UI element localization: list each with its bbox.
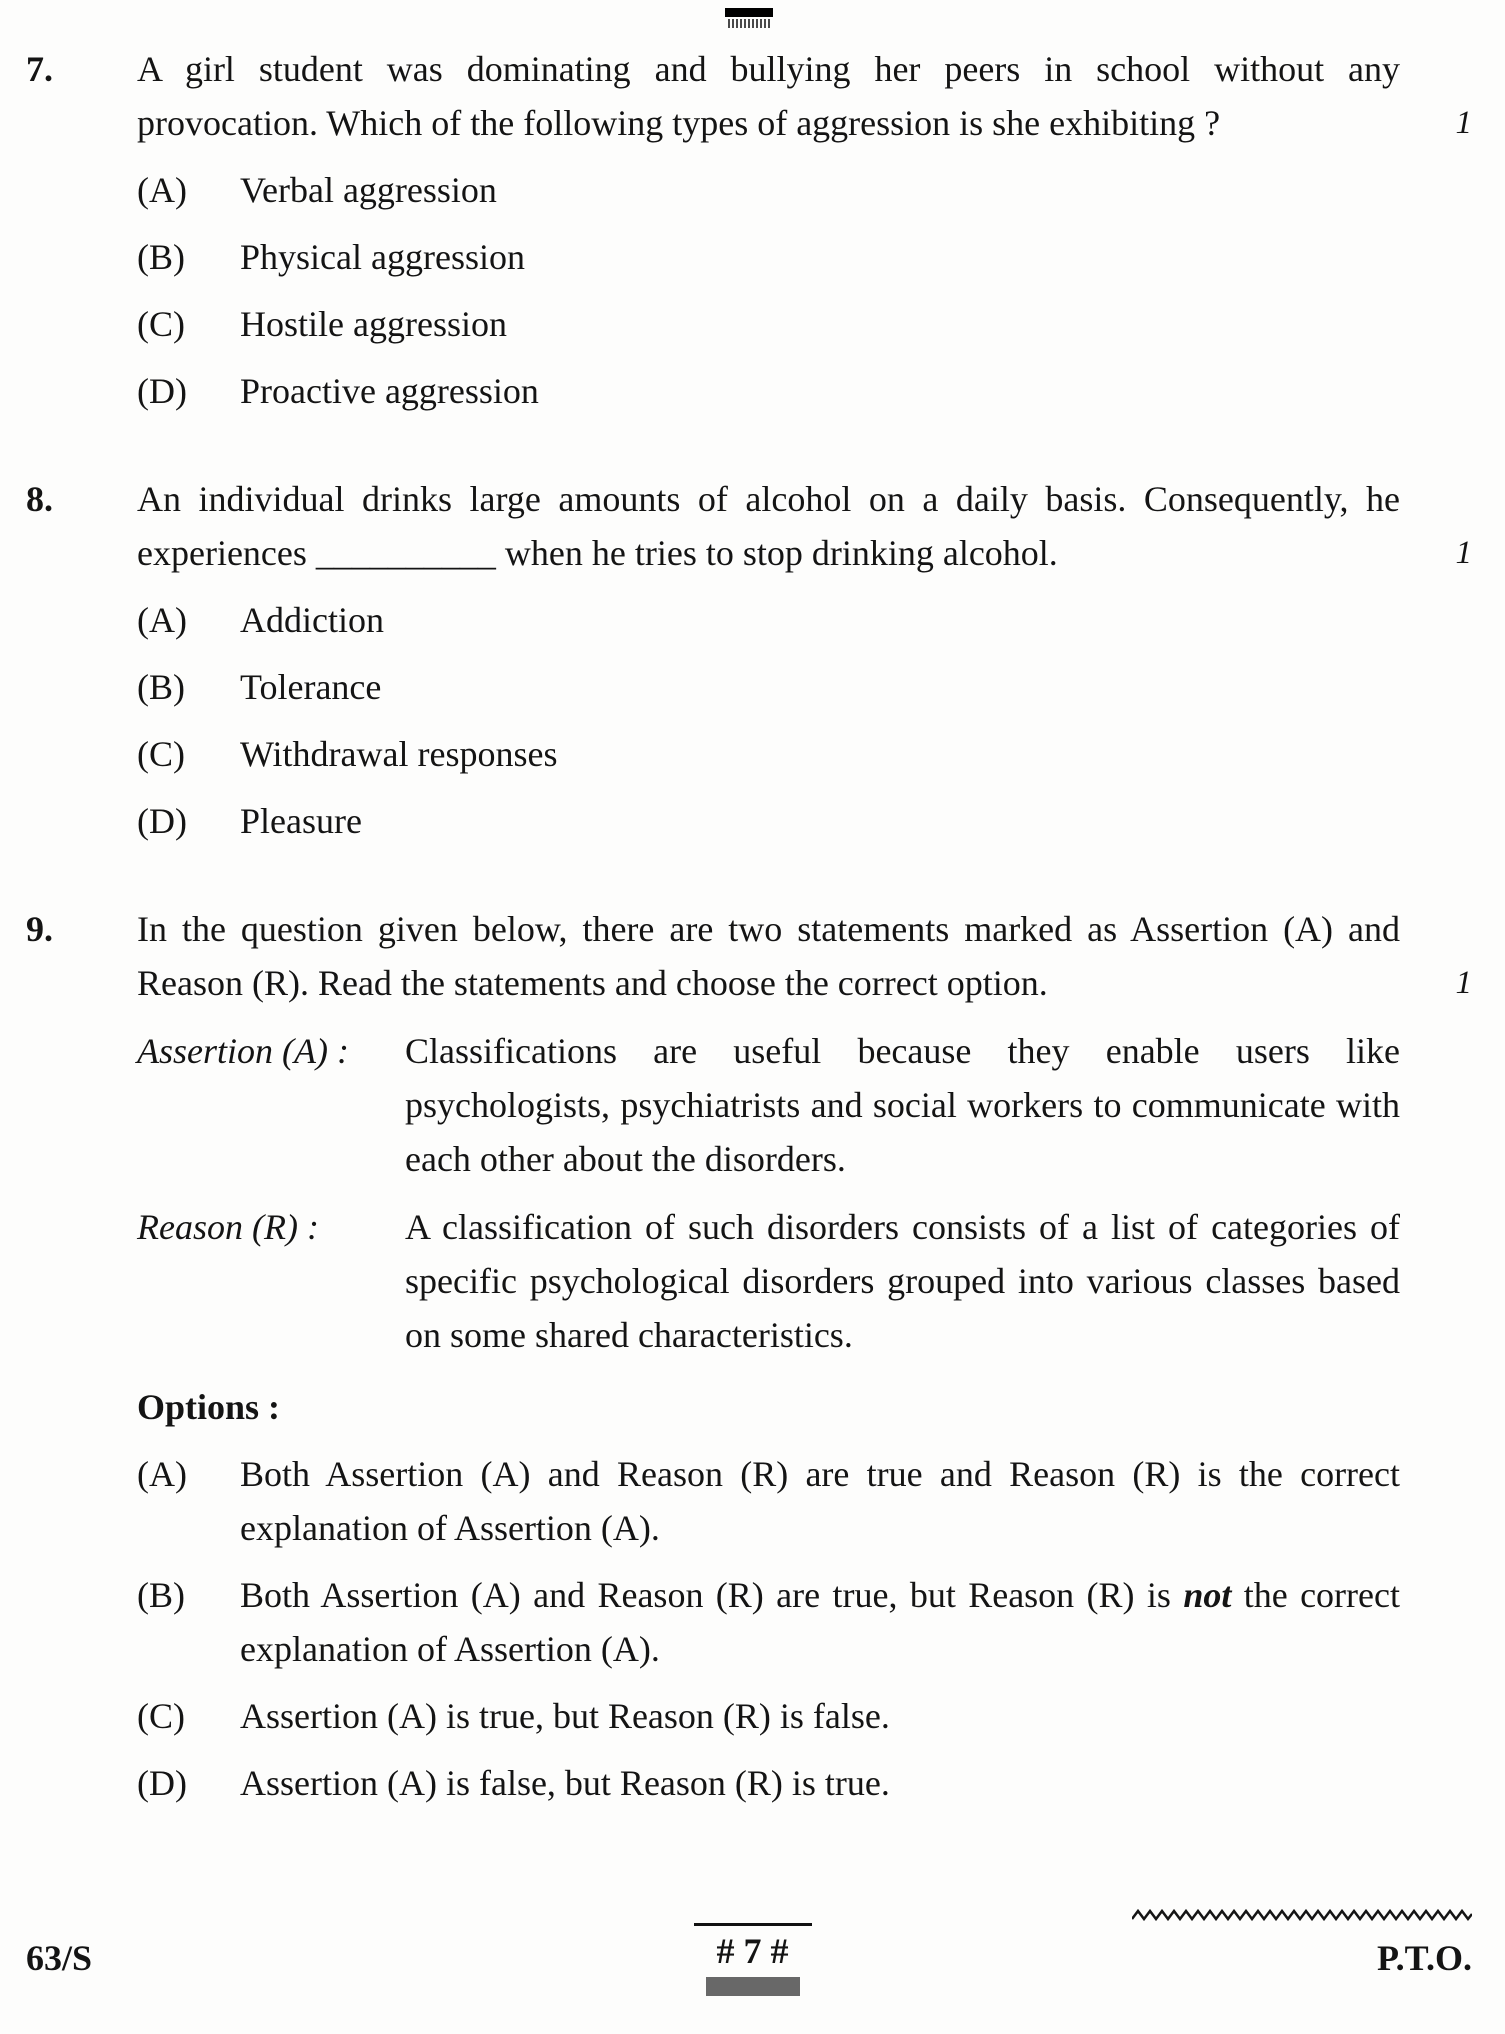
paper-code: 63/S bbox=[26, 1938, 93, 1978]
option-label: (B) bbox=[137, 667, 185, 707]
option-label: (C) bbox=[137, 304, 185, 344]
option-a bbox=[137, 593, 1400, 647]
emphasized-not: not bbox=[1183, 1575, 1232, 1615]
option-b bbox=[137, 230, 1400, 284]
reason-row bbox=[137, 1200, 1472, 1362]
option-b bbox=[137, 1568, 1400, 1676]
option-label: (C) bbox=[137, 1696, 185, 1736]
option-label: (A) bbox=[137, 170, 187, 210]
barcode-bar bbox=[725, 8, 773, 17]
option-d bbox=[137, 1756, 1400, 1810]
question-body bbox=[137, 472, 1472, 848]
options-list bbox=[137, 163, 1472, 418]
question-body bbox=[137, 42, 1472, 418]
option-text-segment: the correct explanation of Assertion (A). bbox=[240, 1575, 1400, 1669]
question-number: 7. bbox=[26, 49, 53, 89]
question-9 bbox=[26, 902, 1472, 1810]
option-text: Verbal aggression bbox=[240, 170, 497, 210]
redaction-bar bbox=[706, 1977, 800, 1996]
option-label: (D) bbox=[137, 801, 187, 841]
question-number: 8. bbox=[26, 479, 53, 519]
pto-block bbox=[1132, 1908, 1472, 1978]
question-text: A girl student was dominating and bullying her peers in school without any provocation. Which of the following types of aggression is she exhibiting ? bbox=[137, 49, 1400, 143]
assertion-label: Assertion (A) : bbox=[137, 1031, 349, 1071]
marks-value: 1 bbox=[1455, 535, 1472, 571]
option-c bbox=[137, 727, 1400, 781]
options-list bbox=[137, 593, 1472, 848]
question-8 bbox=[26, 472, 1472, 848]
marks-value: 1 bbox=[1455, 105, 1472, 141]
barcode-glyphs bbox=[728, 19, 770, 28]
option-text: Proactive aggression bbox=[240, 371, 539, 411]
assertion-text: Classifications are useful because they enable users like psychologists, psychiatrists and social workers to communicate with each other about the disorders. bbox=[405, 1031, 1400, 1179]
option-label: (B) bbox=[137, 237, 185, 277]
options-list bbox=[137, 1447, 1472, 1810]
option-text: Hostile aggression bbox=[240, 304, 507, 344]
option-text: Addiction bbox=[240, 600, 384, 640]
option-c bbox=[137, 1689, 1400, 1743]
options-heading: Options : bbox=[137, 1387, 281, 1427]
option-text-segment: Both Assertion (A) and Reason (R) are true, but Reason (R) is bbox=[240, 1575, 1184, 1615]
option-text: Tolerance bbox=[240, 667, 382, 707]
option-text: Physical aggression bbox=[240, 237, 525, 277]
option-text: Both Assertion (A) and Reason (R) are true and Reason (R) is the correct explanation of Assertion (A). bbox=[240, 1454, 1400, 1548]
question-text: An individual drinks large amounts of alcohol on a daily basis. Consequently, he experiences __________ when he tries to stop drinking alcohol. bbox=[137, 479, 1400, 573]
pto-label: P.T.O. bbox=[1376, 1938, 1472, 1978]
option-d bbox=[137, 364, 1400, 418]
zigzag-line bbox=[1132, 1908, 1472, 1922]
question-body bbox=[137, 902, 1472, 1810]
option-text: Assertion (A) is true, but Reason (R) is false. bbox=[240, 1696, 890, 1736]
option-label: (A) bbox=[137, 1454, 187, 1494]
option-label: (D) bbox=[137, 1763, 187, 1803]
option-text bbox=[240, 1568, 1400, 1676]
page-number-block bbox=[694, 1923, 812, 1996]
option-c bbox=[137, 297, 1400, 351]
scanner-barcode-mark bbox=[719, 6, 779, 28]
option-a bbox=[137, 1447, 1400, 1555]
marks-value: 1 bbox=[1455, 965, 1472, 1001]
option-d bbox=[137, 794, 1400, 848]
rule-line bbox=[694, 1923, 812, 1926]
option-a bbox=[137, 163, 1400, 217]
option-label: (C) bbox=[137, 734, 185, 774]
option-text: Pleasure bbox=[240, 801, 362, 841]
assertion-row bbox=[137, 1024, 1472, 1186]
option-b bbox=[137, 660, 1400, 714]
reason-label: Reason (R) : bbox=[137, 1207, 319, 1247]
question-number: 9. bbox=[26, 909, 53, 949]
reason-text: A classification of such disorders consists of a list of categories of specific psychological disorders grouped into various classes based on some shared characteristics. bbox=[405, 1207, 1400, 1355]
page-number: # 7 # bbox=[716, 1931, 789, 1971]
option-text: Withdrawal responses bbox=[240, 734, 558, 774]
option-label: (D) bbox=[137, 371, 187, 411]
question-7 bbox=[26, 42, 1472, 418]
option-label: (A) bbox=[137, 600, 187, 640]
option-text: Assertion (A) is false, but Reason (R) is true. bbox=[240, 1763, 890, 1803]
option-label: (B) bbox=[137, 1575, 185, 1615]
question-text: In the question given below, there are two statements marked as Assertion (A) and Reason (R). Read the statements and choose the correct option. bbox=[137, 909, 1400, 1003]
